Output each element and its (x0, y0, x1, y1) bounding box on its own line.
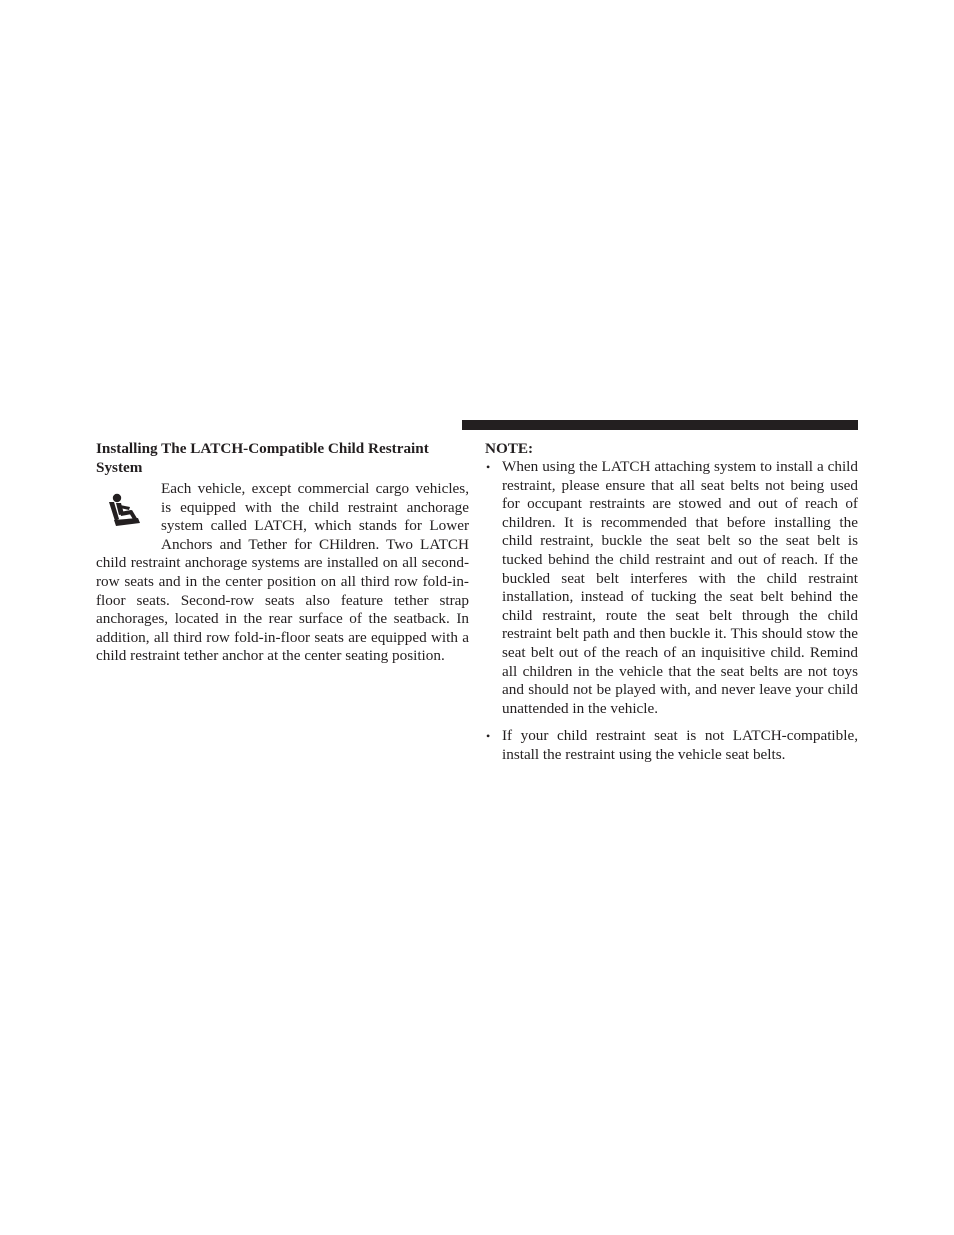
note-bullet-text: When using the LATCH attaching system to install a child restraint, please ensure that all seat belts not being used for occupant restraints are stowed and out of reach of children. It is recommended that before installing the child restraint, buckle the seat belt so the seat belt is tucked behind the child restraint and out of reach. If the buckled seat belt interferes with the child restraint installation, instead of tucking the seat belt behind the child restraint, route the seat belt through the child restraint belt path and then buckle it. This should stow the seat belt out of the reach of an inquisitive child. Remind all children in the vehicle that the seat belts are not toys and should not be played with, and never leave your child unattended in the vehicle. (502, 458, 858, 717)
left-column (96, 439, 469, 666)
note-bullet-item (485, 458, 858, 718)
latch-body-text: Each vehicle, except commercial cargo vehicles, is equipped with the child restraint anchorage system called LATCH, which stands for Lower Anchors and Tether for CHildren. Two LATCH child restraint anchorage systems are installed on all second-row seats and in the center position on all third row fold-in-floor seats. Second-row seats also feature tether strap anchorages, located in the rear surface of the seatback. In addition, all third row fold-in-floor seats are equipped with a child restraint tether anchor at the center seating position. (96, 480, 469, 665)
section-rule-bar (462, 420, 858, 430)
note-bullet-list (485, 458, 858, 765)
latch-description (96, 480, 469, 666)
bullet-marker: • (486, 729, 491, 744)
child-seat-icon (96, 492, 154, 532)
note-bullet-item (485, 727, 858, 764)
note-bullet-text: If your child restraint seat is not LATCH-compatible, install the restraint using the vehicle seat belts. (502, 727, 858, 763)
note-label: NOTE: (485, 440, 534, 457)
section-heading: Installing The LATCH-Compatible Child Restraint System (96, 440, 429, 476)
right-column (485, 439, 858, 774)
bullet-marker: • (486, 460, 491, 474)
